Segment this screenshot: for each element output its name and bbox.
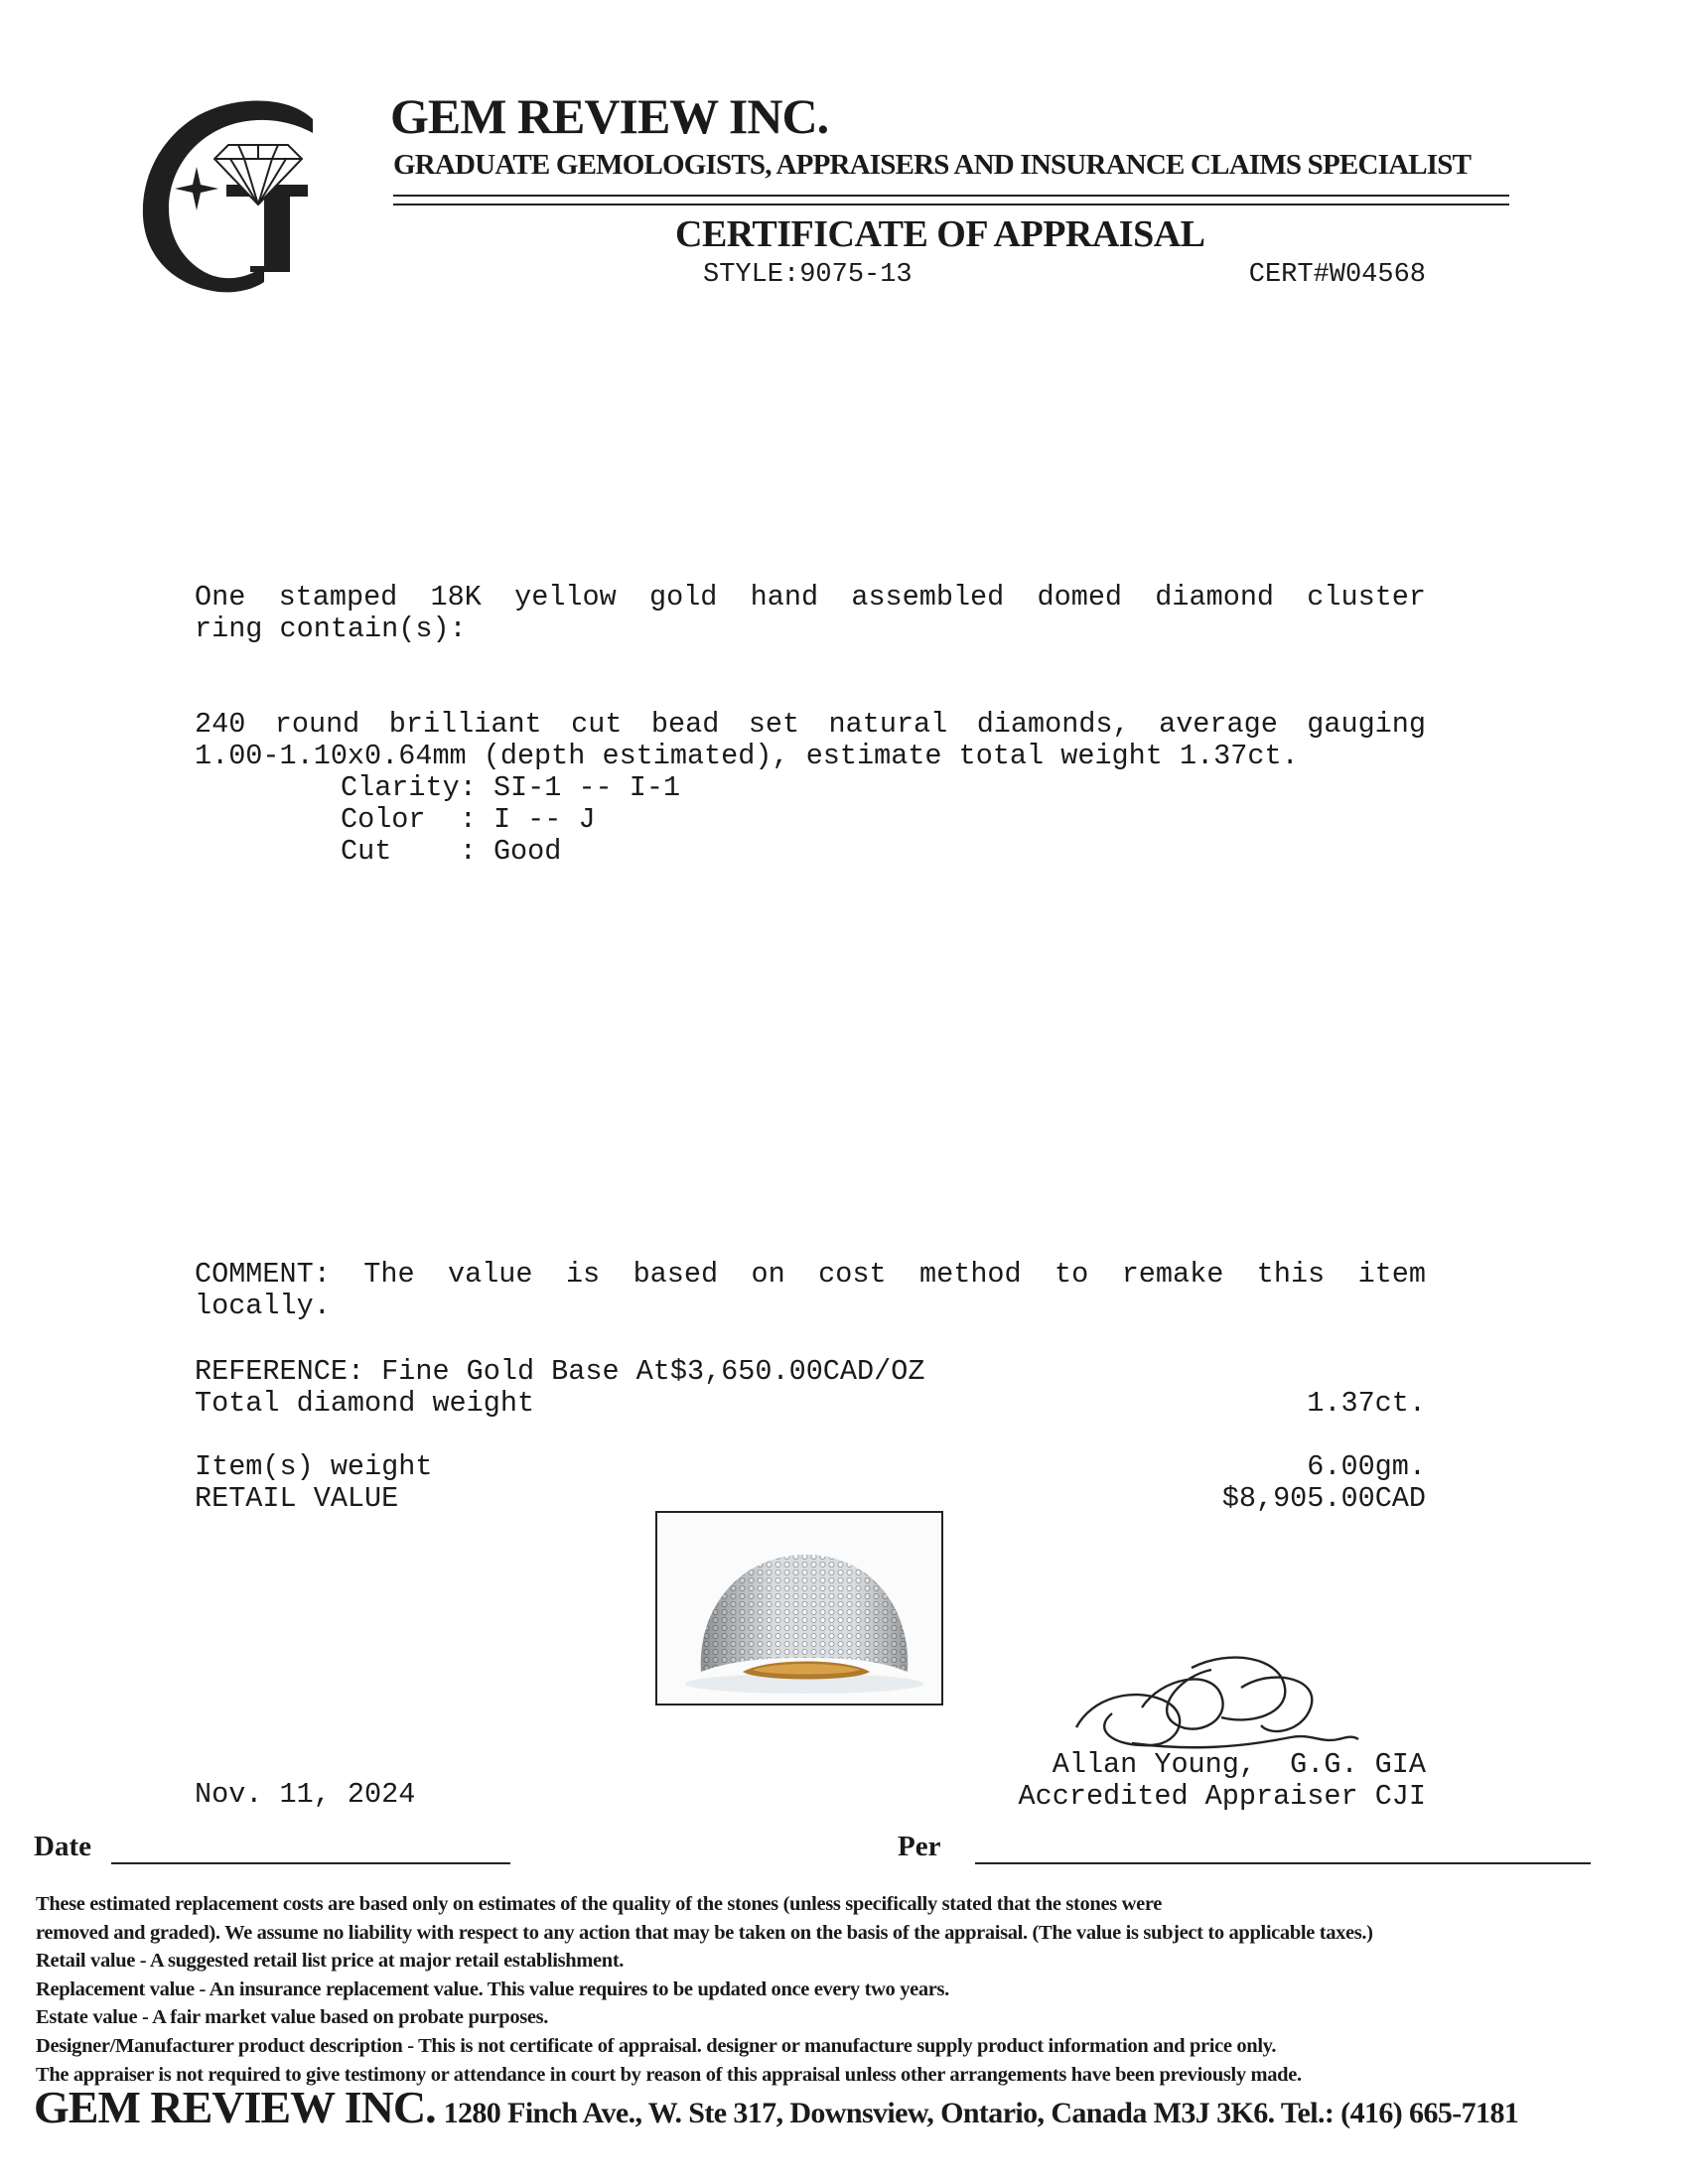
item-weight-row xyxy=(195,1451,1426,1483)
row-value: $8,905.00CAD xyxy=(1221,1482,1426,1515)
footer xyxy=(34,2081,1518,2133)
disclaimer-line: Replacement value - An insurance replacement value. This value requires to be updated once every two years. xyxy=(36,1978,949,2000)
disclaimer-line: Estate value - A fair market value based on probate purposes. xyxy=(36,2006,549,2029)
footer-address: 1280 Finch Ave., W. Ste 317, Downsview, Ontario, Canada M3J 3K6. Tel.: (416) 665-7181 xyxy=(443,2097,1519,2129)
disclaimer-block xyxy=(36,1890,1664,2089)
disclaimer-line: These estimated replacement costs are based only on estimates of the quality of the stones (unless specifically stated that the stones were xyxy=(36,1893,1162,1915)
grade-value: I -- J xyxy=(492,803,596,836)
row-label: Item(s) weight xyxy=(195,1450,433,1483)
certificate-number: CERT#W04568 xyxy=(1248,260,1426,290)
appraisal-date: Nov. 11, 2024 xyxy=(195,1778,416,1811)
description-line: One stamped 18K yellow gold hand assembled domed diamond cluster xyxy=(195,581,1426,614)
per-line xyxy=(975,1862,1591,1864)
row-value: 6.00gm. xyxy=(1307,1450,1426,1483)
appraiser-name: Allan Young, G.G. GIA xyxy=(1052,1748,1426,1781)
item-description xyxy=(195,582,1426,645)
document-title: CERTIFICATE OF APPRAISAL xyxy=(675,213,1205,255)
style-number: STYLE:9075-13 xyxy=(703,260,913,290)
per-label: Per xyxy=(898,1831,941,1862)
grade-value: SI-1 -- I-1 xyxy=(492,771,681,804)
comment-line: COMMENT: The value is based on cost method to remake this item xyxy=(195,1258,1426,1291)
appraiser-title: Accredited Appraiser CJI xyxy=(1018,1780,1426,1813)
disclaimer-line: removed and graded). We assume no liability with respect to any action that may be taken on the basis of the appraisal. (The value is subject to applicable taxes.) xyxy=(36,1921,1373,1944)
grade-row-color xyxy=(341,804,680,836)
row-label: Total diamond weight xyxy=(195,1387,535,1420)
grade-row-clarity xyxy=(341,772,680,804)
disclaimer-line: Designer/Manufacturer product description - This is not certificate of appraisal. designer or manufacture supply product information and price only. xyxy=(36,2034,1277,2057)
description-line: ring contain(s): xyxy=(195,613,467,645)
date-line xyxy=(111,1862,510,1864)
company-name: GEM REVIEW INC. xyxy=(390,88,829,144)
total-diamond-weight-row xyxy=(195,1388,1426,1420)
gold-reference: REFERENCE: Fine Gold Base At$3,650.00CAD/OZ xyxy=(195,1355,925,1388)
disclaimer-line: Retail value - A suggested retail list price at major retail establishment. xyxy=(36,1950,625,1973)
row-value: 1.37ct. xyxy=(1307,1387,1426,1420)
grade-list xyxy=(341,772,680,868)
header-divider xyxy=(393,195,1509,205)
grade-row-cut xyxy=(341,836,680,868)
stone-line: 1.00-1.10x0.64mm (depth estimated), estimate total weight 1.37ct. xyxy=(195,740,1299,772)
company-tagline: GRADUATE GEMOLOGISTS, APPRAISERS AND INSURANCE CLAIMS SPECIALIST xyxy=(393,149,1472,181)
ring-photo xyxy=(655,1511,943,1706)
grade-label: Cut : xyxy=(341,835,477,868)
disclaimer-line: The appraiser is not required to give testimony or attendance in court by reason of this appraisal unless other arrangements have been previously made. xyxy=(36,2063,1302,2086)
signature xyxy=(1072,1648,1360,1757)
footer-company-name: GEM REVIEW INC. xyxy=(34,2082,436,2132)
company-logo-icon xyxy=(139,97,328,296)
valuation-comment xyxy=(195,1259,1426,1322)
grade-label: Color : xyxy=(341,803,477,836)
comment-line: locally. xyxy=(195,1290,331,1322)
date-label: Date xyxy=(34,1831,91,1862)
stone-details xyxy=(195,709,1426,772)
grade-value: Good xyxy=(492,835,562,868)
stone-line: 240 round brilliant cut bead set natural diamonds, average gauging xyxy=(195,708,1426,741)
row-label: RETAIL VALUE xyxy=(195,1482,399,1515)
grade-label: Clarity: xyxy=(341,771,477,804)
